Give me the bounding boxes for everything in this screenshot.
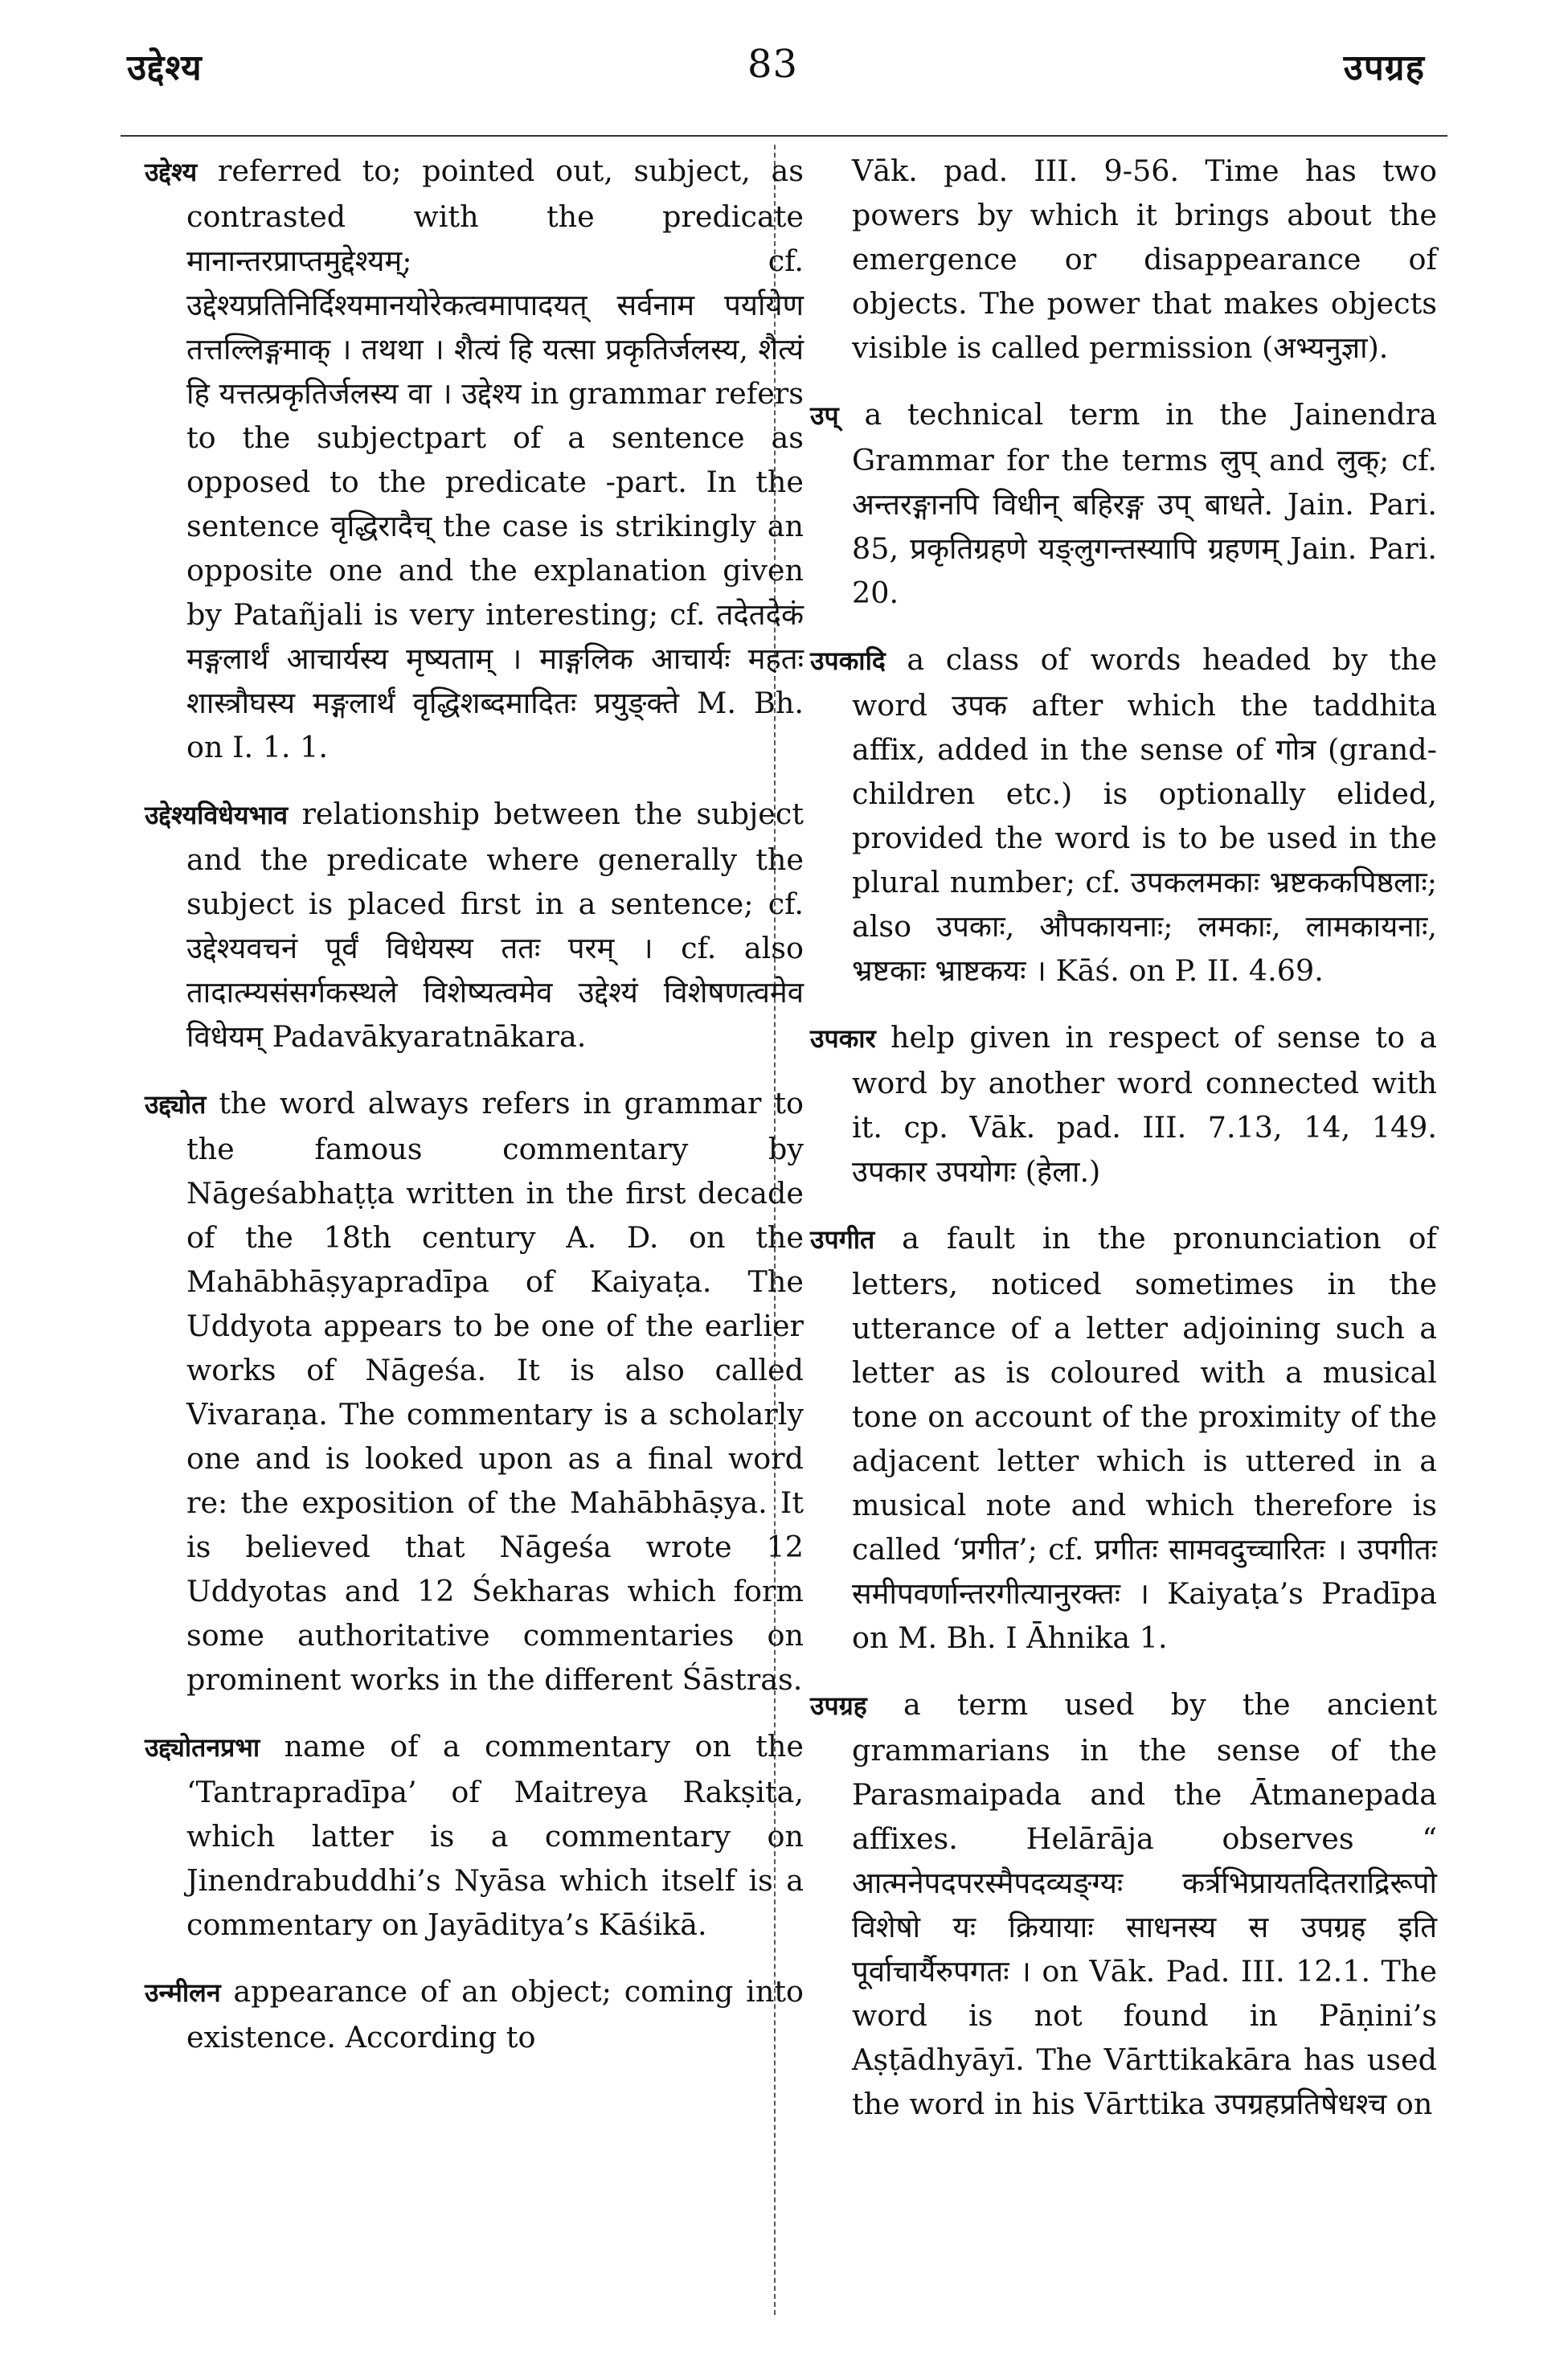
entry-text: referred to; pointed out, subject, as contrasted with the predicate मानान्तरप्राप्तमुद्देश्यम्; cf. उद्देश्यप्रतिनिर्दिश्यमानयोरेकत्वमापादयत् सर्वनाम पर्यायेण तत्तल्लिङ्गमाक् । तथथा । शैत्यं हि यत्सा प्रकृतिर्जलस्य, शैत्यं हि यत्तत्प्रकृतिर्जलस्य वा । उद्देश्य in grammar refers to the subjectpart of a sentence as opposed to the predicate -part. In the sentence वृद्धिरादैच् the case is strikingly an opposite one and the explanation given by Patañjali is very interesting; cf. तदेतदेकं मङ्गलार्थं आचार्यस्य मृष्यताम् । माङ्गलिक आचार्यः महतः शास्त्रौघस्य मङ्गलार्थं वृद्धिशब्दमादितः प्रयुङ्क्ते M. Bh. on I. 1. 1.: [186, 154, 804, 764]
entry: [810, 1682, 1437, 2126]
entry-text: a fault in the pronunciation of letters, noticed sometimes in the utterance of a letter adjoining such a letter as is coloured with a musical tone on account of the proximity of the adjacent letter which is uttered in a musical note and which therefore is called ‘प्रगीत’; cf. प्रगीतः सामवदुच्चारितः । उपगीतः समीपवर्णान्तरगीत्यानुरक्तः । Kaiyaṭa’s Pradīpa on M. Bh. I Āhnika 1.: [852, 1221, 1437, 1655]
entry-headword: उपगीत: [810, 1224, 875, 1255]
entry-text: the word always refers in grammar to the famous commentary by Nāgeśabhaṭṭa written in the first decade of the 18th century A. D. on the Mahābhāṣyapradīpa of Kaiyaṭa. The Uddyota appears to be one of the earlier works of Nāgeśa. It is also called Vivaraṇa. The commentary is a scholarly one and is looked upon as a final word re: the exposition of the Mahābhāṣya. It is believed that Nāgeśa wrote 12 Uddyotas and 12 Śekharas which form some authoritative commentaries on prominent works in the different Śāstras.: [186, 1086, 804, 1697]
entry: [810, 1015, 1437, 1194]
entry-text: a class of words headed by the word उपक after which the taddhita affix, added in the sense of गोत्र (grand-children etc.) is optionally elided, provided the word is to be used in the plural number; cf. उपकलमकाः भ्रष्टककपिष्ठलाः; also उपकाः, औपकायनाः; लमकाः, लामकायनाः, भ्रष्टकाः भ्राष्टकयः । Kāś. on P. II. 4.69.: [852, 642, 1437, 988]
entry-headword: उप्: [810, 400, 839, 431]
entry-text: name of a commentary on the ‘Tantrapradīpa’ of Maitreya Rakṣita, which latter is a commentary on Jinendrabuddhi’s Nyāsa which itself is a commentary on Jayāditya’s Kāśikā.: [186, 1729, 804, 1942]
entry-text: appearance of an object; coming into existence. According to: [186, 1974, 804, 2055]
entry-headword: उद्द्योत: [145, 1089, 207, 1120]
entry: [145, 1081, 804, 1702]
left-column: [145, 149, 804, 2082]
entry: [810, 637, 1437, 993]
entry-headword: उद्द्योतनप्रभा: [145, 1732, 260, 1763]
header-rule: [121, 135, 1447, 137]
entry-text: Vāk. pad. III. 9-56. Time has two powers by which it brings about the emergence or disappearance of objects. The power that makes objects visible is called permission (अभ्यनुज्ञा).: [852, 154, 1437, 365]
entry-text: relationship between the subject and the predicate where generally the subject is placed first in a sentence; cf. उद्देश्यवचनं पूर्वं विधेयस्य ततः परम् । cf. also तादात्म्यसंसर्गकस्थले विशेष्यत्वमेव उद्देश्यं विशेषणत्वमेव विधेयम् Padavākyaratnākara.: [186, 797, 804, 1054]
entry-text: a term used by the ancient grammarians in the sense of the Parasmaipada and the Ātmanepada affixes. Helārāja observes “ आत्मनेपदपरस्मैपदव्यङ्ग्यः कर्त्रभिप्रायतदितराद्रिरूपो विशेषो यः क्रियायाः साधनस्य स उपग्रह इति पूर्वाचार्यैरुपगतः । on Vāk. Pad. III. 12.1. The word is not found in Pāṇini’s Aṣṭādhyāyī. The Vārttikakāra has used the word in his Vārttika उपग्रहप्रतिषेधश्च on: [852, 1687, 1437, 2121]
entry-headword: उपग्रह: [810, 1690, 867, 1721]
entry: [145, 792, 804, 1059]
entry: [145, 1724, 804, 1947]
entry-headword: उद्देश्यविधेयभाव: [145, 800, 289, 830]
entry-headword: उपकादि: [810, 645, 886, 676]
right-column: [810, 149, 1437, 2149]
entry: [145, 1969, 804, 2059]
entry-headword: उपकार: [810, 1023, 876, 1054]
running-head-left: उद्देश्य: [127, 47, 203, 88]
entry-continuation: [810, 149, 1437, 370]
entry-text: a technical term in the Jainendra Grammar for the terms लुप् and लुक्; cf. अन्तरङ्गानपि विधीन् बहिरङ्ग उप् बाधते. Jain. Pari. 85, प्रकृतिग्रहणे यङ्लुगन्तस्यापि ग्रहणम् Jain. Pari. 20.: [852, 397, 1438, 610]
entry-text: help given in respect of sense to a word by another word connected with it. cp. Vāk. pad. III. 7.13, 14, 149. उपकार उपयोगः (हेला.): [852, 1020, 1437, 1189]
entry: [810, 392, 1437, 615]
running-head-right: उपग्रह: [1343, 47, 1425, 88]
entry-headword: उन्मीलन: [145, 1977, 221, 2008]
entry: [810, 1216, 1437, 1660]
entry: [145, 149, 804, 769]
entry-headword: उद्देश्य: [145, 157, 198, 187]
page-number: 83: [747, 42, 799, 87]
